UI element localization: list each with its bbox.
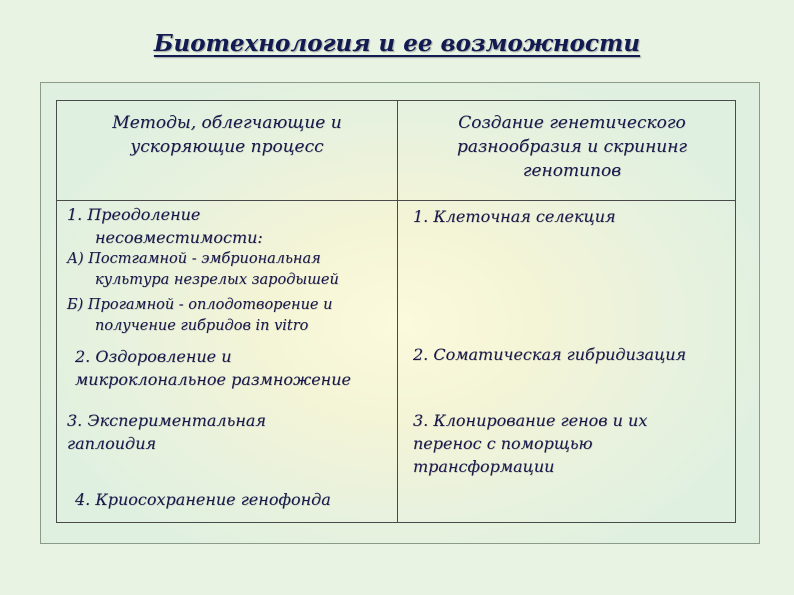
left-item-1: 1. Преодоление несовместимости: — [67, 205, 263, 247]
page-title: Биотехнология и ее возможности — [153, 30, 641, 57]
right-item-2: 2. Соматическая гибридизация — [413, 345, 687, 364]
right-item-1: 1. Клеточная селекция — [413, 207, 616, 226]
right-item-3: 3. Клонирование генов и их перенос с поморщью трансформации — [413, 411, 648, 476]
left-item-4: 4. Криосохранение генофонда — [75, 490, 331, 509]
left-item-1b: Б) Прогамной - оплодотворение и получение гибридов in vitro — [67, 297, 333, 334]
left-item-1a: А) Постгамной - эмбриональная культура незрелых зародышей — [67, 251, 339, 288]
comparison-table — [56, 100, 736, 523]
left-item-2: 2. Оздоровление и микроклональное размножение — [75, 347, 351, 389]
header-left: Методы, облегчающие и ускоряющие процесс — [112, 113, 342, 157]
header-right: Создание генетического разнообразия и скрининг генотипов — [456, 113, 688, 181]
left-item-3: 3. Экспериментальная гаплоидия — [67, 411, 266, 453]
header-divider — [57, 200, 735, 201]
column-divider — [397, 101, 398, 522]
